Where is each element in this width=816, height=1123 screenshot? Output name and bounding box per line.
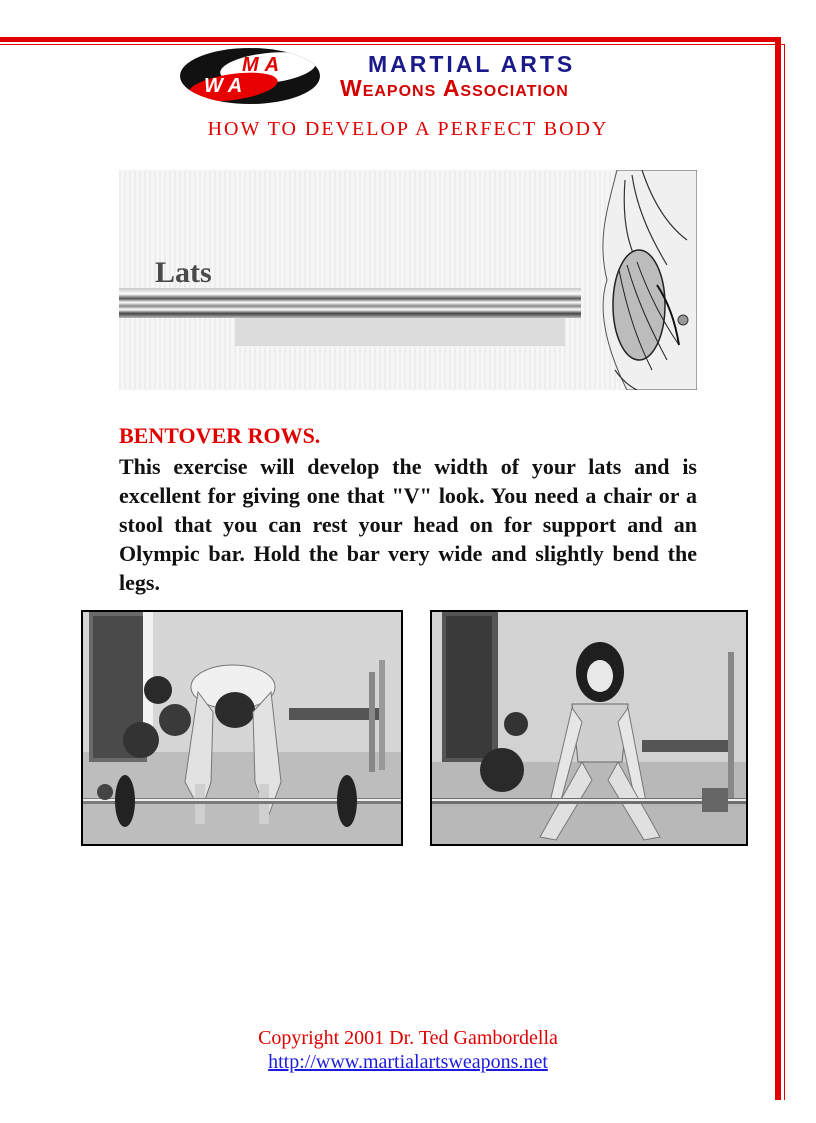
page-subtitle: HOW TO DEVELOP A PERFECT BODY (207, 118, 609, 140)
page-border-right (775, 37, 781, 1100)
exercise-photo-row (430, 610, 748, 846)
logo-oval-emblem (180, 48, 320, 104)
page-border-right-thin (784, 44, 785, 1100)
mawa-logo (180, 48, 650, 110)
logo-ma-text: MA (242, 54, 286, 76)
exercise-photo-start (81, 610, 403, 846)
copyright-notice: Copyright 2001 Dr. Ted Gambordella (258, 1027, 558, 1049)
photo-row-illustration (432, 612, 746, 844)
website-link[interactable]: http://www.martialartsweapons.net (268, 1051, 548, 1073)
logo-wa-text: WA (204, 75, 249, 97)
logo-title-line2: Weapons Association (340, 75, 569, 101)
banner-shadow-strip (235, 318, 565, 346)
lats-banner-image (119, 170, 697, 390)
photo-start-illustration (83, 612, 401, 844)
page-border-top (0, 37, 780, 42)
page-border-tick (0, 41, 22, 42)
banner-label: Lats (155, 256, 212, 289)
muscle-illustration (567, 170, 697, 390)
exercise-description: This exercise will develop the width of your lats and is excellent for giving one that "V" look. You need a chair or a stool that you can rest your head on for support and an Olympic bar. Hold the bar very wide and slightly bend the legs. (119, 454, 697, 595)
barbell-graphic (119, 288, 581, 318)
logo-title-line1: MARTIAL ARTS (368, 51, 576, 77)
page-border-top-thin (0, 44, 784, 45)
exercise-heading: BENTOVER ROWS. (119, 423, 321, 448)
